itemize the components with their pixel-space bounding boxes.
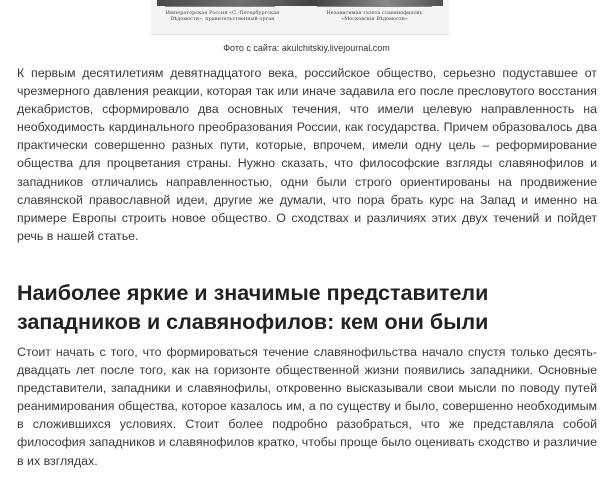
figure-caption-right: Независимая газета славянофиловъ «Московскія Вѣдомости»: [326, 10, 423, 22]
rule-line: [317, 6, 432, 7]
intro-paragraph: К первым десятилетиям девятнадцатого века, российское общество, серьезно подуставшее от чрезмерного давления реакции, которая так или иначе задавила его после пресловутого восстания декабристов, сформировало два основных течения, что имели целевую направленность на необходимость кардинального преобразования России, как государства. Причем образовалось два практически совершенно разных пути, которые, впрочем, имели одну цель – реформирование общества для процветания страны. Нужно сказать, что философские взгляды славянофилов и западников отличались направленностью, одни были строго ориентированы на продвижение славянской православной идеи, другие же думали, что пора брать курс на Запад и именно на примере Европы строить новое общество. О сходствах и различиях этих двух течений и пойдет речь в нашей статье.: [17, 66, 597, 243]
figure-caption-left: Императорская Россия «С.-Петербургская Вѣдомости», правительственный орган: [165, 10, 280, 22]
section-paragraph: Стоит начать с того, что формироваться течение славянофильства начало спустя только десять-двадцать лет после того, как на горизонте общественной жизни появились западники. Основные представители, западники и славянофилы, откровенно высказывали свои мысли по поводу путей реанимирования общества, которое казалось им, а по существу и было, совершенно необходимым в сложившихся условиях. Стоит более подробно разобраться, что же представляла собой философия западников и славянофилов кратко, чтобы проще было оценивать сходство и различие в их взглядах.: [17, 345, 597, 468]
rule-line: [165, 6, 275, 7]
newspaper-illustration: [151, 0, 449, 35]
photo-credit: Фото с сайта: akulchitskiy.livejournal.com: [223, 43, 390, 53]
section-heading: Наиболее яркие и значимые представители западников и славянофилов: кем они были: [17, 281, 489, 334]
